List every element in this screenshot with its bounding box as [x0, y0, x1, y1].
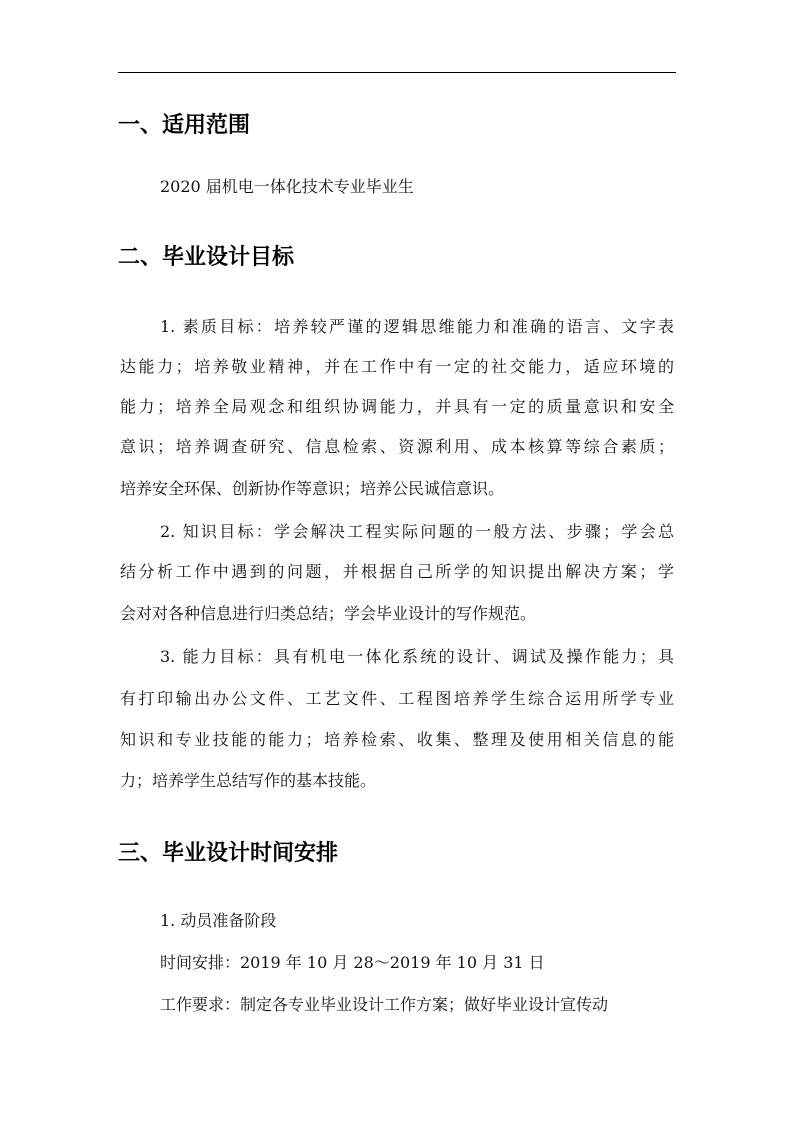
schedule-time: 时间安排：2019 年 10 月 28～2019 年 10 月 31 日 — [160, 953, 545, 972]
scope-text: 2020 届机电一体化技术专业毕业生 — [160, 177, 414, 196]
goal-quality-line-2: 达能力；培养敬业精神，并在工作中有一定的社交能力，适应环境的 — [120, 357, 674, 376]
section-heading-scope: 一、适用范围 — [118, 113, 251, 138]
schedule-requirement: 工作要求：制定各专业毕业设计工作方案；做好毕业设计宣传动 — [160, 995, 609, 1014]
goal-quality-line-4: 意识；培养调查研究、信息检索、资源利用、成本核算等综合素质； — [120, 437, 674, 456]
goal-quality-line-1: 1. 素质目标：培养较严谨的逻辑思维能力和准确的语言、文字表 — [160, 317, 674, 336]
section-heading-schedule: 三、毕业设计时间安排 — [118, 841, 339, 866]
goal-ability-line-1: 3. 能力目标：具有机电一体化系统的设计、调试及操作能力；具 — [160, 647, 674, 666]
goal-ability-line-3: 知识和专业技能的能力；培养检索、收集、整理及使用相关信息的能 — [120, 730, 674, 749]
goal-knowledge-line-1: 2. 知识目标：学会解决工程实际问题的一般方法、步骤；学会总 — [160, 522, 674, 541]
goal-knowledge-line-2: 结分析工作中遇到的问题，并根据自己所学的知识提出解决方案；学 — [120, 562, 674, 581]
goal-ability-line-4: 力；培养学生总结写作的基本技能。 — [120, 771, 377, 790]
goal-quality-line-5: 培养安全环保、创新协作等意识；培养公民诚信意识。 — [120, 479, 505, 498]
schedule-stage-title: 1. 动员准备阶段 — [160, 911, 277, 930]
goal-ability-line-2: 有打印输出办公文件、工艺文件、工程图培养学生综合运用所学专业 — [120, 689, 674, 708]
section-heading-goals: 二、毕业设计目标 — [118, 245, 295, 270]
goal-knowledge-line-3: 会对对各种信息进行归类总结；学会毕业设计的写作规范。 — [120, 604, 537, 623]
goal-quality-line-3: 能力；培养全局观念和组织协调能力，并具有一定的质量意识和安全 — [120, 397, 674, 416]
header-rule — [118, 72, 676, 73]
